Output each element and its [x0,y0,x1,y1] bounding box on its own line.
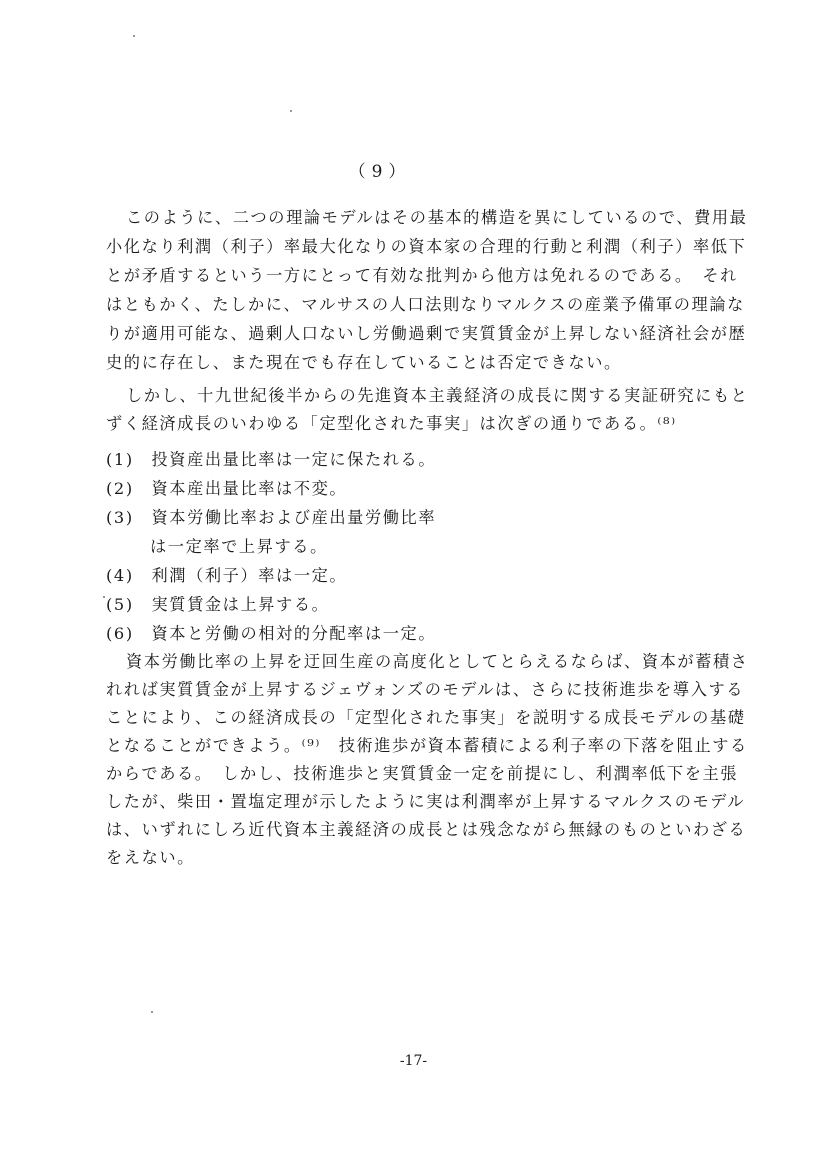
scan-speck [151,1011,153,1013]
paragraph-line: したが、柴田・置塩定理が示したように実は利潤率が上昇するマルクスのモデル [106,792,746,811]
list-item: (6) 資本と労働の相対的分配率は一定。 [106,624,437,643]
paragraph-line: 史的に存在し、また現在でも存在していることは否定できない。 [106,353,622,372]
paragraph-line: ことにより、この経済成長の「定型化された事実」を説明する成長モデルの基礎 [106,708,746,727]
paragraph-line: しかし、十九世紀後半からの先進資本主義経済の成長に関する実証研究にもと [126,386,749,405]
list-item: (4) 利潤（利子）率は一定。 [106,566,348,585]
paragraph-line: は、いずれにしろ近代資本主義経済の成長とは残念ながら無縁のものといわざる [106,820,747,839]
scan-speck [133,35,135,37]
list-item: (5) 実質賃金は上昇する。 [106,595,330,614]
paragraph-line: からである。 しかし、技術進歩と実質賃金一定を前提にし、利潤率低下を主張 [106,764,739,783]
paragraph-line: れれば実質賃金が上昇するジェヴォンズのモデルは、さらに技術進歩を導入する [106,680,745,699]
paragraph-line: をえない。 [106,848,195,867]
paragraph-line: とが矛盾するという一方にとって有効な批判から他方は免れるのである。 それ [106,266,738,285]
paragraph-line: 小化なり利潤（利子）率最大化なりの資本家の合理的行動と利潤（利子）率低下 [106,237,747,256]
list-item-continuation: は一定率で上昇する。 [150,537,328,556]
paragraph-line: 資本労働比率の上昇を迂回生産の高度化としてとらえるならば、資本が蓄積さ [126,652,749,671]
list-item: (3) 資本労働比率および産出量労働比率 [106,508,437,527]
page-number: -17- [399,1053,428,1069]
scan-speck [103,596,105,598]
section-heading: （9） [348,162,412,182]
paragraph-line: このように、二つの理論モデルはその基本的構造を異にしているので、費用最 [126,208,748,227]
paragraph-line: りが適用可能な、過剰人口ないし労働過剰で実質賃金が上昇しない経済社会が歴 [106,324,747,343]
scan-speck [290,110,292,112]
list-item: (1) 投資産出量比率は一定に保たれる。 [106,450,437,469]
paragraph-line: となることができよう。⁽⁹⁾ 技術進歩が資本蓄積による利子率の下落を阻止する [106,736,748,755]
paragraph-line: はともかく、たしかに、マルサスの人口法則なりマルクスの産業予備軍の理論な [106,295,745,314]
paragraph-line: ずく経済成長のいわゆる「定型化された事実」は次ぎの通りである。⁽⁸⁾ [106,414,677,433]
list-item: (2) 資本産出量比率は不変。 [106,479,348,498]
